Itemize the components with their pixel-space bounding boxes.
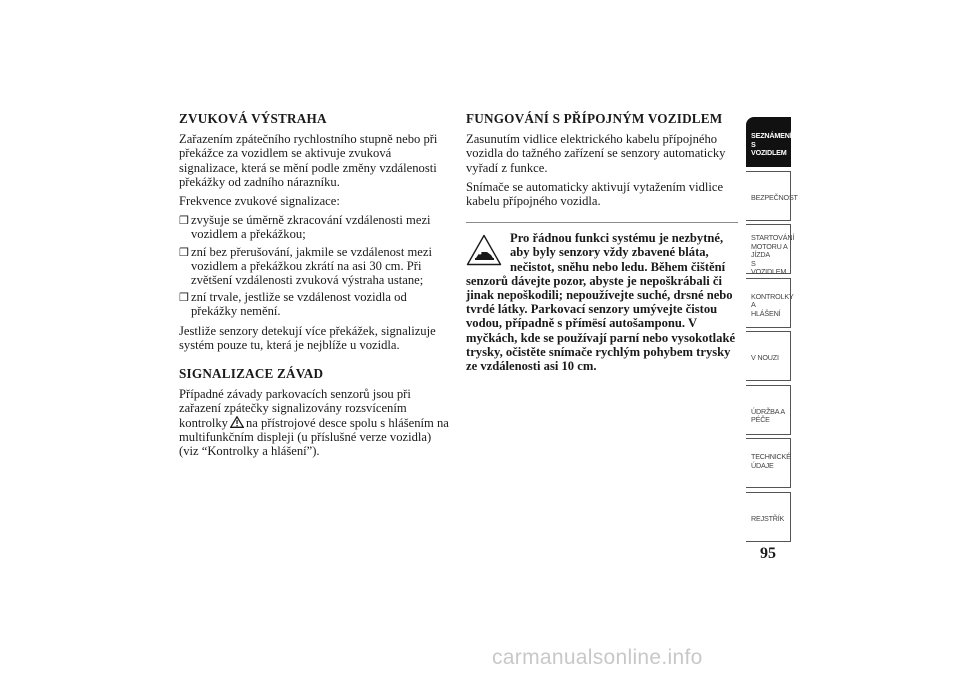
chapter-tabs [746,117,798,545]
frequency-list [179,213,451,318]
bullet-box-icon: ❒ [179,292,189,305]
left-column [179,112,451,463]
warning-box [466,222,738,373]
tab-rejstrik[interactable]: REJSTŘÍK [746,492,791,542]
warning-triangle-icon [230,416,244,428]
frequency-label: Frekvence zvukové signalizace: [179,194,340,209]
tab-bezpecnost[interactable]: BEZPEČNOST [746,171,791,221]
sound-warning-intro: Zařazením zpátečního rychlostního stupně nebo při překážce za vozidlem se aktivuje zvuková signalizace, která se mění podle změny vzdálenosti překážky od zadního nárazníku. [179,132,438,189]
list-item: ❒ zvyšuje se úměrně zkracování vzdálenosti mezi vozidlem a překážkou; [179,213,431,242]
bullet-box-icon: ❒ [179,246,189,259]
sound-warning-outro: Jestliže senzory detekují více překážek, signalizuje systém pouze tu, která je nejblíže u vozidla. [179,323,436,352]
list-item: ❒ zní bez přerušování, jakmile se vzdálenost mezi vozidlem a překážkou zkrátí na asi 30 cm. Při zvětšení vzdálenosti zvuková výstraha ustane; [179,244,432,288]
list-item: ❒ zní trvale, jestliže se vzdálenost vozidla od překážky nemění. [179,290,407,319]
tab-v-nouzi[interactable]: V NOUZI [746,331,791,381]
trailer-paragraph-2: Snímače se automaticky aktivují vytažením vidlice kabelu přípojného vozidla. [466,179,724,209]
watermark: carmanualsonline.info [492,646,703,669]
right-column [466,112,738,373]
trailer-paragraph-1: Zasunutím vidlice elektrického kabelu přípojného vozidla do tažného zařízení se senzory automaticky vyřadí z funkce. [466,132,726,175]
tab-kontrolky-a-hlaseni[interactable]: KONTROLKY A HLÁŠENÍ [746,278,791,328]
tab-startovani-motoru[interactable]: STARTOVÁNÍ MOTORU A JÍZDA S VOZIDLEM [746,224,791,274]
tab-udrzba-a-pece[interactable]: ÚDRŽBA A PÉČE [746,385,791,435]
section-title-trailer: FUNGOVÁNÍ S PŘÍPOJNÝM VOZIDLEM [466,111,723,126]
bullet-box-icon: ❒ [179,215,189,228]
section-title-sound-warning: ZVUKOVÁ VÝSTRAHA [179,111,327,126]
tab-seznameni-s-vozidlem[interactable]: SEZNÁMENÍ S VOZIDLEM [746,117,791,167]
tab-technicke-udaje[interactable]: TECHNICKÉ ÚDAJE [746,438,791,488]
section-title-fault-signal: SIGNALIZACE ZÁVAD [179,366,324,382]
warning-text: Pro řádnou funkci systému je nezbytné, aby byly senzory vždy zbavené bláta, nečistot, sněhu nebo ledu. Během čištění senzorů dávejte pozor, abyste je nepoškrábali či jinak nepoškodili; nepoužívejte suché, drsné nebo tvrdé látky. Parkovací senzory umývejte čistou vodou, případně s přímësí autošamponu. V myčkách, kde se používají parní nebo vysokotlaké trysky, očistěte snímače rychlým pohybem trysky ze vzdálenosti asi 10 cm. [466,231,736,374]
page-number: 95 [760,545,776,562]
fault-signal-text: Případné závady parkovacích senzorů jsou při zařazení zpátečky signalizovány rozsvícením kontrolky na přístrojové desce spolu s hlášením na multifunkčním displeji (u příslušné verze vozidla) (viz “Kontrolky a hlášení”). [179,387,449,459]
hand-warning-icon [466,234,502,266]
